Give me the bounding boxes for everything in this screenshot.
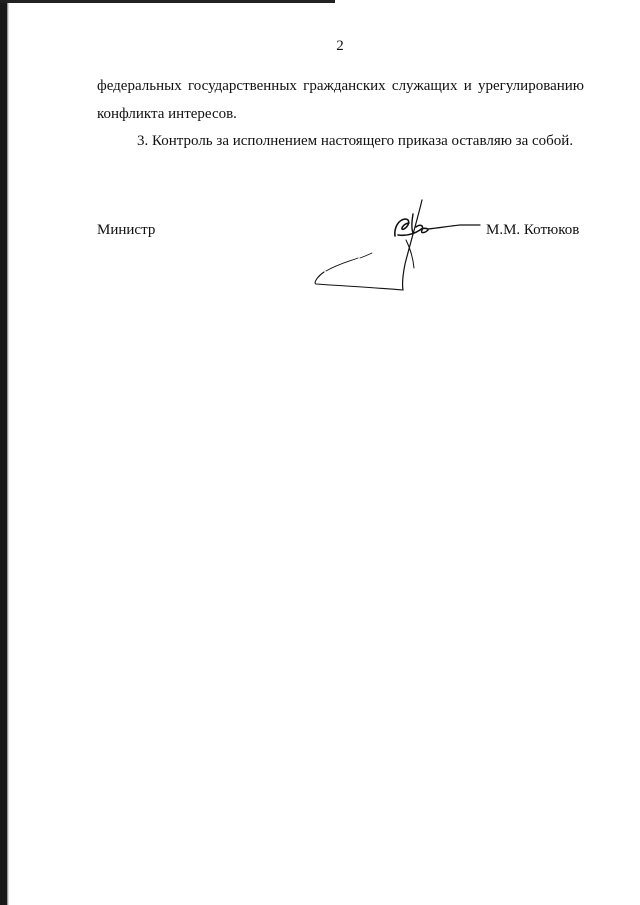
- scan-top-border: [0, 0, 335, 3]
- page-number: 2: [336, 38, 344, 54]
- body-line-1: федеральных государственных гражданских служащих и урегулированию: [97, 78, 584, 94]
- signatory-name: М.М. Котюков: [486, 222, 580, 238]
- body-line-2: конфликта интересов.: [97, 106, 237, 122]
- scan-left-border: [0, 0, 7, 905]
- signatory-title: Министр: [97, 222, 156, 238]
- handwritten-signature: [310, 192, 490, 297]
- body-line-3: 3. Контроль за исполнением настоящего приказа оставляю за собой.: [137, 133, 574, 149]
- scan-left-shadow: [7, 0, 9, 905]
